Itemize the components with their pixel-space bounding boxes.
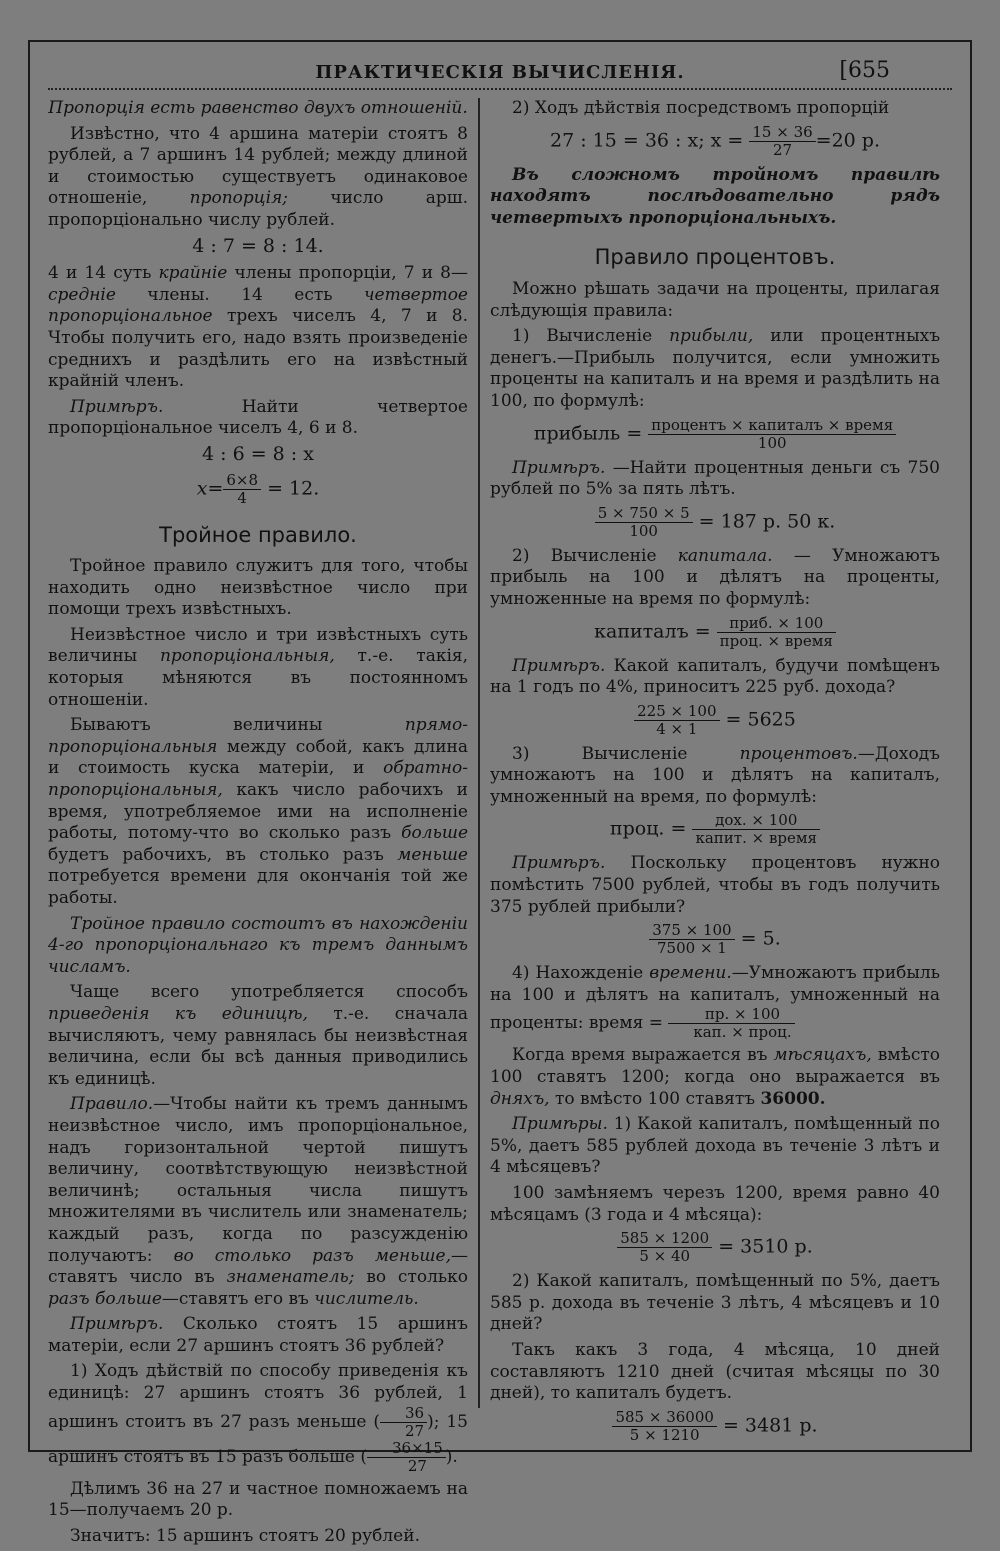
page-number: [655 (839, 58, 890, 83)
rule-statement: Тройное правило состоитъ въ нахожденіи 4-го пропорціональнаго къ тремъ даннымъ числамъ. (48, 913, 468, 977)
paragraph: Дѣлимъ 36 на 27 и частное помножаемъ на 15—получаемъ 20 р. (48, 1478, 468, 1521)
paragraph: 3) Вычисленіе процентовъ.—Доходъ умножаютъ на 100 и дѣлятъ на капиталъ, умноженный на время, по формулѣ: (490, 743, 940, 807)
formula: x= $\frac{6\times 8}{4}$ = 12. (196, 470, 320, 507)
paragraph: Можно рѣшать задачи на проценты, прилагая слѣдующія правила: (490, 278, 940, 321)
paragraph: 4) Нахожденіе времени.—Умножаютъ прибыль на 100 и дѣлятъ на капиталъ, умноженный на проценты: время = $\frac{пр. \times 100}{\text{кап. × проц.}}$ (490, 963, 940, 1042)
paragraph: 4 и 14 суть крайніе члены пропорціи, 7 и 8— средніе члены. 14 есть четвертое пропорціональное трехъ чиселъ 4, 7 и 8. Чтобы получить его, надо взять произведеніе среднихъ и раздѣлить его на извѣстный крайній членъ. (48, 263, 469, 392)
example: Примѣръ. Какой капиталъ, будучи помѣщенъ на 1 годъ по 4%, приноситъ 225 руб. дохода? (490, 655, 940, 698)
formula: 4 : 6 = 8 : x (202, 442, 314, 465)
paragraph: Значитъ: 15 аршинъ стоятъ 20 рублей. (70, 1525, 420, 1546)
formula: $\frac{585 \times 36000}{5 \times 1210}$ = 3481 р. (490, 1409, 940, 1444)
formula: 4 : 7 = 8 : 14. (192, 234, 324, 257)
example: Примѣръ. —Найти процентныя деньги съ 750 рублей по 5% за пять лѣтъ. (490, 457, 940, 500)
paragraph: 2) Вычисленіе капитала. — Умножаютъ прибыль на 100 и дѣлятъ на проценты, умноженные на время по формулѣ: (490, 545, 940, 609)
formula: проц. = $\frac{\text{дох. × 100}}{\text{капит. × время}}$ (490, 812, 940, 847)
example: Примѣръ. Найти четвертое пропорціональное чиселъ 4, 6 и 8. (48, 396, 468, 439)
left-column (48, 98, 468, 1551)
paragraph: Такъ какъ 3 года, 4 мѣсяца, 10 дней составляютъ 1210 дней (считая мѣсяцы по 30 дней), то капиталъ будетъ. (490, 1339, 940, 1404)
header-rule (48, 88, 952, 96)
formula: прибыль = $\frac{\text{процентъ × капиталъ × время}}{100}$ (490, 417, 940, 452)
example: Примѣръ. Сколько стоятъ 15 аршинъ матеріи, если 27 аршинъ стоятъ 36 рублей? (48, 1314, 468, 1356)
paragraph: Извѣстно, что 4 аршина матеріи стоятъ 8 рублей, а 7 аршинъ 14 рублей; между длиной и стоимостью существуетъ одинаковое отношеніе, пропорція; число арш. пропорціонально числу рублей. (48, 123, 469, 230)
proportion-definition: Пропорція есть равенство двухъ отношеній. (48, 98, 468, 118)
paragraph: 1) Вычисленіе прибыли, или процентныхъ денегъ.—Прибыль получится, если умножить проценты на капиталъ и на время и раздѣлить на 100, по формулѣ: (490, 326, 941, 411)
paragraph: 100 замѣняемъ черезъ 1200, время равно 40 мѣсяцамъ (3 года и 4 мѣсяца): (490, 1183, 940, 1225)
paragraph: 2) Ходъ дѣйствія посредствомъ пропорцій (512, 98, 890, 118)
rule-statement: Въ сложномъ тройномъ правилѣ находятъ послѣдовательно рядъ четвертыхъ пропорціональныхъ. (490, 164, 940, 228)
rule-paragraph: Правило.—Чтобы найти къ тремъ даннымъ неизвѣстное число, имъ пропорціональное, надъ горизонтальной чертой пишутъ величину, соотвѣтствующую неизвѣстной величинѣ; остальныя числа пишутъ множителями въ числитель или знаменатель; каждый разъ, когда по разсужденію получаютъ: во столько разъ меньше,—ставятъ число въ знаменатель; во столько разъ больше—ставятъ его въ числитель. (48, 1094, 469, 1309)
paragraph: Неизвѣстное число и три извѣстныхъ суть величины пропорціональныя, т.-е. такія, которыя мѣняются въ постоянномъ отношеніи. (48, 624, 469, 710)
formula: 27 : 15 = 36 : x; x = $\frac{15 \times 36}{27}$ =20 р. (550, 122, 880, 159)
page-title: ПРАКТИЧЕСКІЯ ВЫЧИСЛЕНІЯ. (315, 62, 685, 83)
paragraph: Когда время выражается въ мѣсяцахъ, вмѣсто 100 ставятъ 1200; когда оно выражается въ дняхъ, то вмѣсто 100 ставятъ 36000. (490, 1045, 940, 1109)
paragraph: Тройное правило служитъ для того, чтобы находить одно неизвѣстное число при помощи трехъ извѣстныхъ. (48, 556, 468, 620)
right-column (490, 98, 940, 1450)
running-header (30, 52, 970, 88)
formula: капиталъ = $\frac{\text{приб. × 100}}{\text{проц. × время}}$ (490, 615, 940, 650)
column-divider (478, 98, 480, 1408)
section-heading: Тройное правило. (159, 522, 357, 547)
paragraph: 2) Какой капиталъ, помѣщенный по 5%, даетъ 585 р. дохода въ теченіе 3 лѣтъ, 4 мѣсяцевъ и 10 дней? (490, 1271, 940, 1335)
example: Примѣры. 1) Какой капиталъ, помѣщенный по 5%, даетъ 585 рублей дохода въ теченіе 3 лѣтъ и 4 мѣсяцевъ? (490, 1114, 940, 1178)
paragraph: Бываютъ величины прямо-пропорціональныя между собой, какъ длина и стоимость куска матеріи, и обратно-пропорціональныя, какъ число рабочихъ и время, употребляемое ими на исполненіе работы, потому-что во сколько разъ больше будетъ рабочихъ, въ столько разъ меньше потребуется времени для окончанія той же работы. (48, 715, 469, 908)
example: Примѣръ. Поскольку процентовъ нужно помѣстить 7500 рублей, чтобы въ годъ получить 375 рублей прибыли? (490, 853, 941, 917)
book-page (28, 40, 972, 1546)
formula: $\frac{375 \times 100}{7500 \times 1}$ = 5. (490, 922, 940, 957)
paragraph: 1) Ходъ дѣйствій по способу приведенія къ единицѣ: 27 аршинъ стоятъ 36 рублей, 1 аршинъ стоитъ въ 27 разъ меньше ( $\frac{36}{27}$ ); 15 аршинъ стоятъ въ 15 разъ больше ( $\frac{36\times 15}{27}$ ). (48, 1361, 468, 1475)
section-heading: Правило процентовъ. (594, 245, 836, 270)
formula: $\frac{585 \times 1200}{5 \times 40}$ = 3510 р. (490, 1230, 940, 1265)
paragraph: Чаще всего употребляется способъ приведенія къ единицѣ, т.-е. сначала вычисляютъ, чему равнялась бы неизвѣстная величина, если бы всѣ данныя приводились къ единицѣ. (48, 982, 469, 1089)
formula: $\frac{5 \times 750 \times 5}{100}$ = 187 р. 50 к. (490, 505, 940, 540)
formula: $\frac{225 \times 100}{4 \times 1}$ = 5625 (490, 703, 940, 738)
